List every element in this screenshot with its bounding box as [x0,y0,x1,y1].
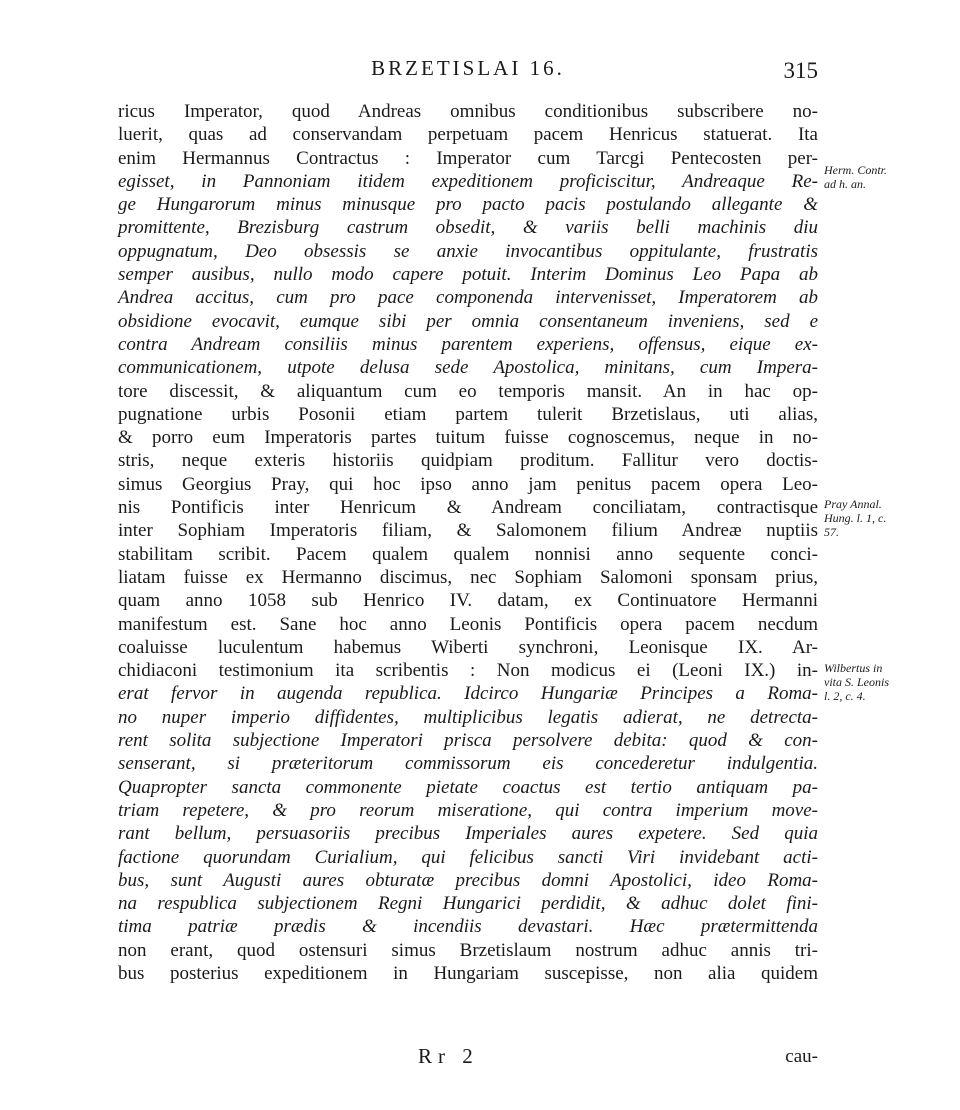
margin-note-hermann [824,163,954,191]
text-line: no nuper imperio diffidentes, multiplicibus legatis adierat, ne detrecta- [118,706,818,728]
text-line: oppugnatum, Deo obsessis se anxie invocantibus oppitulante, frustratis [118,240,818,262]
page-header [118,56,818,86]
margin-note-line: ad h. an. [824,177,866,191]
text-line: stris, neque exteris historiis quidpiam proditum. Fallitur vero doctis- [118,450,818,472]
margin-note-line: 57. [824,525,839,539]
text-line: senserant, si præteritorum commissorum eis concederetur indulgentia. [118,753,818,775]
text-line: non erant, quod ostensuri simus Brzetislaum nostrum adhuc annis tri- [118,939,818,961]
text-line: Quapropter sancta commonente pietate coactus est tertio antiquam pa- [118,776,818,798]
text-line: bus posterius expeditionem in Hungariam suscepisse, non alia quidem [118,962,818,984]
text-line: rent solita subjectione Imperatori prisca persolvere debita: quod & con- [118,730,818,752]
margin-note-line: vita S. Leonis [824,675,889,689]
text-line: quam anno 1058 sub Henrico IV. datam, ex Continuatore Hermanni [118,590,818,612]
text-line: egisset, in Pannoniam itidem expeditionem proficiscitur, Andreaque Re- [118,170,818,192]
page-number: 315 [783,58,818,83]
text-line: triam repetere, & pro reorum miseratione, qui contra imperium move- [118,799,818,821]
text-line: nis Pontificis inter Henricum & Andream conciliatam, contractisque [118,497,818,519]
text-line: pugnatione urbis Posonii etiam partem tulerit Brzetislaus, uti alias, [118,403,818,425]
margin-note-line: Wilbertus in [824,661,883,675]
text-line: tore discessit, & aliquantum cum eo temporis mansit. An in hac op- [118,380,818,402]
margin-note-wibertus [824,661,954,703]
text-line: stabilitam scribit. Pacem qualem qualem nonnisi anno sequente conci- [118,543,818,565]
margin-note-line: Herm. Contr. [824,163,888,177]
text-line: rant bellum, persuasoriis precibus Imperiales aures expetere. Sed quia [118,823,818,845]
running-title: BRZETISLAI 16. [371,56,565,80]
text-line: ricus Imperator, quod Andreas omnibus conditionibus subscribere no- [118,101,818,122]
main-text [118,100,818,985]
text-line: & porro eum Imperatoris partes tuitum fuisse cognoscemus, neque in no- [118,427,818,449]
text-line: liatam fuisse ex Hermanno discimus, nec Sophiam Salomoni sponsam prius, [118,566,818,588]
text-line: communicationem, utpote delusa sede Apostolica, minitans, cum Impera- [118,357,818,379]
text-line: Andrea accitus, cum pro pace componenda intervenisset, Imperatorem ab [118,287,818,309]
signature-mark: Rr 2 [418,1044,479,1068]
text-line: erat fervor in augenda republica. Idcirco Hungariæ Principes a Roma- [118,683,818,705]
margin-note-line: Pray Annal. [824,497,882,511]
text-line: inter Sophiam Imperatoris filiam, & Salomonem filium Andreæ nuptiis [118,520,818,542]
margin-note-line: Hung. l. 1, c. [824,511,887,525]
margin-note-line: l. 2, c. 4. [824,689,866,703]
text-line: simus Georgius Pray, qui hoc ipso anno jam penitus pacem opera Leo- [118,473,818,495]
text-line: tima patriæ prædis & incendiis devastari. Hæc prætermittenda [118,916,818,938]
text-line: obsidione evocavit, eumque sibi per omnia consentaneum inveniens, sed e [118,310,818,332]
text-line: luerit, quas ad conservandam perpetuam pacem Henricus statuerat. Ita [118,124,818,146]
margin-note-pray [824,497,954,539]
catchword: cau- [785,1046,818,1067]
page-footer [118,1044,818,1072]
text-line: coaluisse luculentum habemus Wiberti synchroni, Leonisque IX. Ar- [118,636,818,658]
text-line: factione quorundam Curialium, qui felicibus sancti Viri invidebant acti- [118,846,818,868]
text-line: manifestum est. Sane hoc anno Leonis Pontificis opera pacem necdum [118,613,818,635]
text-line: promittente, Brezisburg castrum obsedit, & variis belli machinis diu [118,217,818,239]
text-line: na respublica subjectionem Regni Hungarici perdidit, & adhuc dolet fini- [118,893,818,915]
text-line: bus, sunt Augusti aures obturatæ precibus domni Apostolici, ideo Roma- [118,869,818,891]
text-line: semper ausibus, nullo modo capere potuit. Interim Dominus Leo Papa ab [118,264,818,286]
text-line: chidiaconi testimonium ita scribentis : Non modicus ei (Leoni IX.) in- [118,660,818,682]
text-line: ge Hungarorum minus minusque pro pacto pacis postulando allegante & [118,194,818,216]
text-line: contra Andream consiliis minus parentem experiens, offensus, eique ex- [118,333,818,355]
text-line: enim Hermannus Contractus : Imperator cum Tarcgi Pentecosten per- [118,147,818,169]
